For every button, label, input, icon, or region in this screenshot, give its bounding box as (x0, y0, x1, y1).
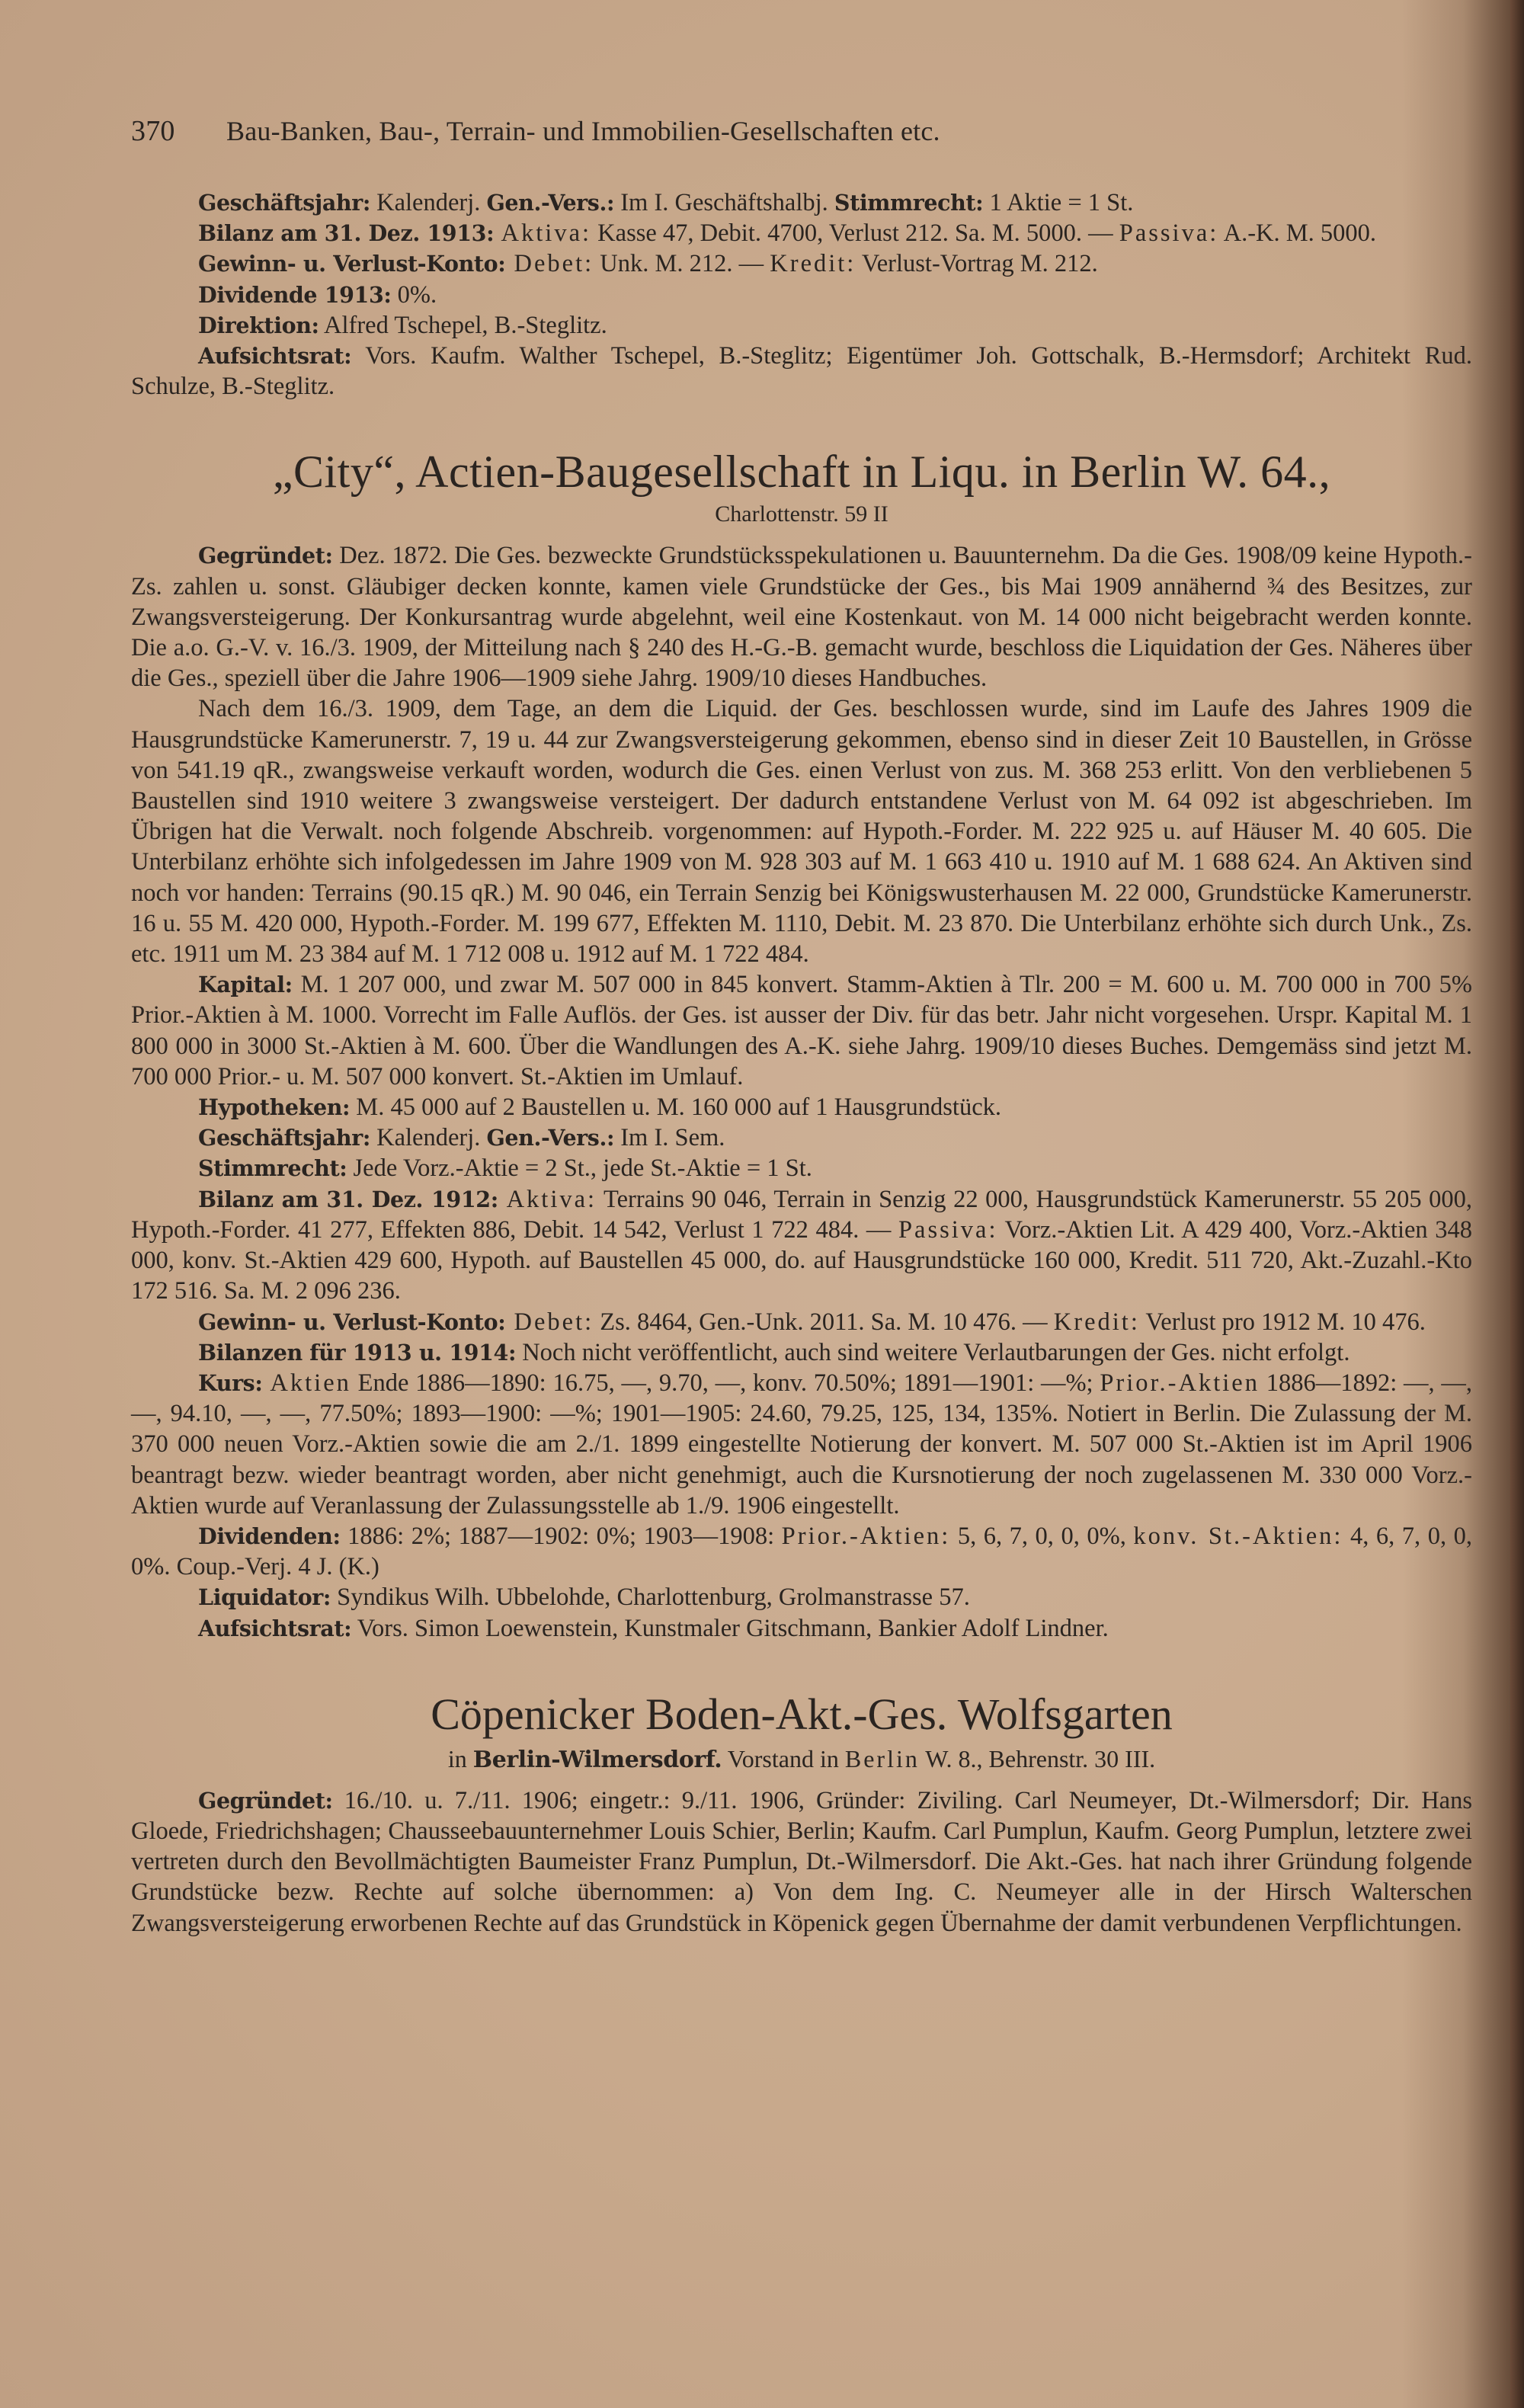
city-aufsichtsrat-paragraph: Aufsichtsrat: Vors. Simon Loewenstein, Kunstmaler Gitschmann, Bankier Adolf Lindner. (198, 1614, 1109, 1642)
label-kurs: Kurs: (198, 1369, 263, 1396)
running-title: Bau-Banken, Bau-, Terrain- und Immobilien-Gesellschaften etc. (226, 116, 940, 146)
city-bilanz-paragraph: Bilanz am 31. Dez. 1912: Aktiva: Terrains 90 046, Terrain in Senzig 22 000, Hausgrundstück Kamerunerstr. 55 205 000, Hypoth.-Forder. 41 277, Effekten 886, Debit. 14 542, Verlust 1 722 484. — Passiva: Vorz.-Aktien Lit. A 429 400, Vorz.-Aktien 348 000, konv. St.-Aktien 429 600, Hypoth. auf Baustellen 45 000, do. auf Hausgrundstücke 160 000, Kredit. 511 720, Akt.-Zuzahl.-Kto 172 516. Sa. M. 2 096 236. (131, 1185, 1473, 1305)
company-subtitle-coepenicker: in Berlin-Wilmersdorf. Vorstand in Berlin W. 8., Behrenstr. 30 III. (447, 1744, 1156, 1773)
coepenicker-entry (131, 1688, 1472, 1939)
label-direktion: Direktion: (198, 312, 319, 338)
coepenicker-gegruendet-paragraph: Gegründet: 16./10. u. 7./11. 1906; eingetr.: 9./11. 1906, Gründer: Ziviling. Carl Neumeyer, Dt.-Wilmersdorf; Dir. Hans Gloede, Friedrichshagen; Chausseebauunternehmer Louis Schier, Berlin; Kaufm. Carl Pumplun, Kaufm. Georg Pumplun, letztere zwei vertreten durch den Bevollmächtigten Baumeister Franz Pumplun, Dt.-Wilmersdorf. Die Akt.-Ges. hat nach ihrer Gründung folgende Grundstücke bezw. Rechte auf solche übernommen: a) Von dem Ing. C. Neumeyer alle in der Hirsch Walterschen Zwangsversteigerung erworbenen Rechte auf das Grundstück in Köpenick gegen Übernahme der damit verbundenen Verpflichtungen. (131, 1786, 1472, 1937)
label-dividenden: Dividenden: (198, 1523, 341, 1549)
prev-bilanz-paragraph: Bilanz am 31. Dez. 1913: Aktiva: Kasse 47, Debit. 4700, Verlust 212. Sa. M. 5000. — Passiva: A.-K. M. 5000. (198, 219, 1377, 248)
city-geschaeftsjahr-paragraph: Geschäftsjahr: Kalenderj. Gen.-Vers.: Im I. Sem. (198, 1124, 725, 1152)
company-title-coepenicker: Cöpenicker Boden-Akt.-Ges. Wolfsgarten (431, 1689, 1173, 1739)
city-guv-paragraph: Gewinn- u. Verlust-Konto: Debet: Zs. 8464, Gen.-Unk. 2011. Sa. M. 10 476. — Kredit: Verlust pro 1912 M. 10 476. (198, 1308, 1426, 1336)
label-aufsichtsrat: Aufsichtsrat: (198, 343, 352, 370)
label-genvers: Gen.-Vers.: (486, 1125, 615, 1151)
city-hypotheken-paragraph: Hypotheken: M. 45 000 auf 2 Baustellen u. M. 160 000 auf 1 Hausgrundstück. (198, 1094, 1001, 1122)
label-hypotheken: Hypotheken: (198, 1094, 351, 1121)
label-bilanzen: Bilanzen für 1913 u. 1914: (198, 1339, 517, 1366)
city-gegruendet-paragraph: Gegründet: Dez. 1872. Die Ges. bezweckte Grundstücksspekulationen u. Bauunternehm. Da die Ges. 1908/09 keine Hypoth.-Zs. zahlen u. sonst. Gläubiger decken konnte, kamen viele Grundstücke der Ges., bis Mai 1909 annähernd ¾ des Besitzes, zur Zwangsversteigerung. Der Konkursantrag wurde abgelehnt, weil eine Kostenkaut. von M. 14 000 nicht beigebracht werden konnte. Die a.o. G.-V. v. 16./3. 1909, der Mitteilung nach § 240 des H.-G.-B. gemacht wurde, beschloss die Liquidation der Ges. Näheres über die Ges., speziell über die Jahre 1906—1909 siehe Jahrg. 1909/10 dieses Handbuches. (131, 542, 1472, 693)
label-genvers: Gen.-Vers.: (486, 190, 615, 216)
label-dividende: Dividende 1913: (198, 281, 392, 308)
prev-guv-paragraph: Gewinn- u. Verlust-Konto: Debet: Unk. M. 212. — Kredit: Verlust-Vortrag M. 212. (198, 250, 1098, 278)
prev-aufsichtsrat-paragraph: Aufsichtsrat: Vors. Kaufm. Walther Tschepel, B.-Steglitz; Eigentümer Joh. Gottschalk, B.-Hermsdorf; Architekt Rud. Schulze, B.-Steglitz. (131, 342, 1472, 401)
label-gegruendet: Gegründet: (198, 1787, 333, 1814)
book-binding-edge (1510, 0, 1524, 2408)
label-bilanz: Bilanz am 31. Dez. 1912: (198, 1186, 498, 1212)
page-number: 370 (131, 115, 175, 147)
running-header (131, 114, 1472, 160)
prev-meta-paragraph: Geschäftsjahr: Kalenderj. Gen.-Vers.: Im I. Geschäftshalbj. Stimmrecht: 1 Aktie = 1 St. (198, 189, 1134, 216)
label-stimmrecht: Stimmrecht: (198, 1155, 347, 1182)
company-address-city: Charlottenstr. 59 II (715, 501, 888, 527)
city-liquidator-paragraph: Liquidator: Syndikus Wilh. Ubbelohde, Charlottenburg, Grolmanstrasse 57. (198, 1583, 970, 1612)
label-liquidator: Liquidator: (198, 1584, 331, 1611)
previous-entry (131, 187, 1472, 402)
label-bilanz: Bilanz am 31. Dez. 1913: (198, 220, 495, 247)
city-kurs-paragraph: Kurs: Aktien Ende 1886—1890: 16.75, —, 9.70, —, konv. 70.50%; 1891—1901: —%; Prior.-Aktien 1886—1892: —, —, —, 94.10, —, —, 77.50%; 1893—1900: —%; 1901—1905: 24.60, 79.25, 125, 134, 135%. Notiert in Berlin. Die Zulassung der M. 370 000 neuen Vorz.-Aktien sowie die am 2./1. 1899 eingestellte Notierung der konvert. M. 507 000 St.-Aktien ist im April 1906 beantragt bezw. wieder beantragt worden, aber nicht genehmigt, auch die Kursnotierung der noch zugelassenen M. 330 000 Vorz.-Aktien wurde auf Veranlassung der Zulassungsstelle ab 1./9. 1906 eingestellt. (131, 1369, 1472, 1519)
page-content (131, 114, 1472, 1939)
label-kapital: Kapital: (198, 972, 293, 998)
company-city: Berlin-Wilmersdorf. (472, 1746, 722, 1773)
label-gegruendet: Gegründet: (198, 543, 333, 569)
city-kapital-paragraph: Kapital: M. 1 207 000, und zwar M. 507 000 in 845 konvert. Stamm-Aktien à Tlr. 200 = M. 600 u. M. 700 000 in 700 5% Prior.-Aktien à M. 1000. Vorrecht im Falle Auflös. der Ges. ist ausser der Div. für das betr. Jahr nicht vorgesehen. Urspr. Kapital M. 1 800 000 in 3000 St.-Aktien à M. 600. Über die Wandlungen des A.-K. siehe Jahrg. 1909/10 dieses Buches. Demgemäss sind jetzt M. 700 000 Prior.- u. M. 507 000 konvert. St.-Aktien im Umlauf. (131, 971, 1472, 1090)
prev-dividende-paragraph: Dividende 1913: 0%. (198, 280, 437, 309)
city-dividenden-paragraph: Dividenden: 1886: 2%; 1887—1902: 0%; 1903—1908: Prior.-Aktien: 5, 6, 7, 0, 0, 0%, konv. St.-Aktien: 4, 6, 7, 0, 0, 0%. Coup.-Verj. 4 J. (K.) (131, 1522, 1473, 1581)
label-geschaeftsjahr: Geschäftsjahr: (198, 190, 370, 216)
label-guv: Gewinn- u. Verlust-Konto: (198, 251, 506, 277)
city-entry (131, 446, 1472, 1643)
city-bilanzen-paragraph: Bilanzen für 1913 u. 1914: Noch nicht veröffentlicht, auch sind weitere Verlautbarungen der Ges. nicht erfolgt. (198, 1338, 1350, 1366)
company-title-city: „City“, Actien-Baugesellschaft in Liqu. in Berlin W. 64., (272, 447, 1331, 498)
label-stimmrecht: Stimmrecht: (834, 190, 984, 216)
label-aufsichtsrat: Aufsichtsrat: (198, 1615, 352, 1641)
label-geschaeftsjahr: Geschäftsjahr: (198, 1125, 370, 1151)
city-stimmrecht-paragraph: Stimmrecht: Jede Vorz.-Aktie = 2 St., jede St.-Aktie = 1 St. (198, 1154, 812, 1183)
prev-direktion-paragraph: Direktion: Alfred Tschepel, B.-Steglitz. (198, 311, 607, 339)
city-liquidation-paragraph: Nach dem 16./3. 1909, dem Tage, an dem die Liquid. der Ges. beschlossen wurde, sind im Laufe des Jahres 1909 die Hausgrundstücke Kamerunerstr. 7, 19 u. 44 zur Zwangsversteigerung gekommen, ebenso sind in dieser Zeit 10 Baustellen, in Grösse von 541.19 qR., zwangsweise verkauft worden, wodurch die Ges. einen Verlust von zus. M. 368 253 erlitt. Von den verbliebenen 5 Baustellen sind 1910 weitere 3 zwangsweise versteigert. Der dadurch entstandene Verlust von M. 64 092 ist abgeschrieben. Im Übrigen hat die Verwalt. noch folgende Abschreib. vorgenommen: auf Hypoth.-Forder. M. 222 925 u. auf Häuser M. 40 605. Die Unterbilanz erhöhte sich infolgedessen im Jahre 1909 von M. 928 303 auf M. 1 663 410 u. 1910 auf M. 1 688 624. An Aktiven sind noch vor handen: Terrains (90.15 qR.) M. 90 046, ein Terrain Senzig bei Königswusterhausen M. 22 000, Grundstücke Kamerunerstr. 16 u. 55 M. 420 000, Hypoth.-Forder. M. 199 677, Effekten M. 1110, Debit. M. 23 870. Die Unterbilanz erhöhte sich durch Unk., Zs. etc. 1911 um M. 23 384 auf M. 1 712 008 u. 1912 auf M. 1 722 484. (131, 695, 1472, 969)
label-guv: Gewinn- u. Verlust-Konto: (198, 1308, 506, 1335)
